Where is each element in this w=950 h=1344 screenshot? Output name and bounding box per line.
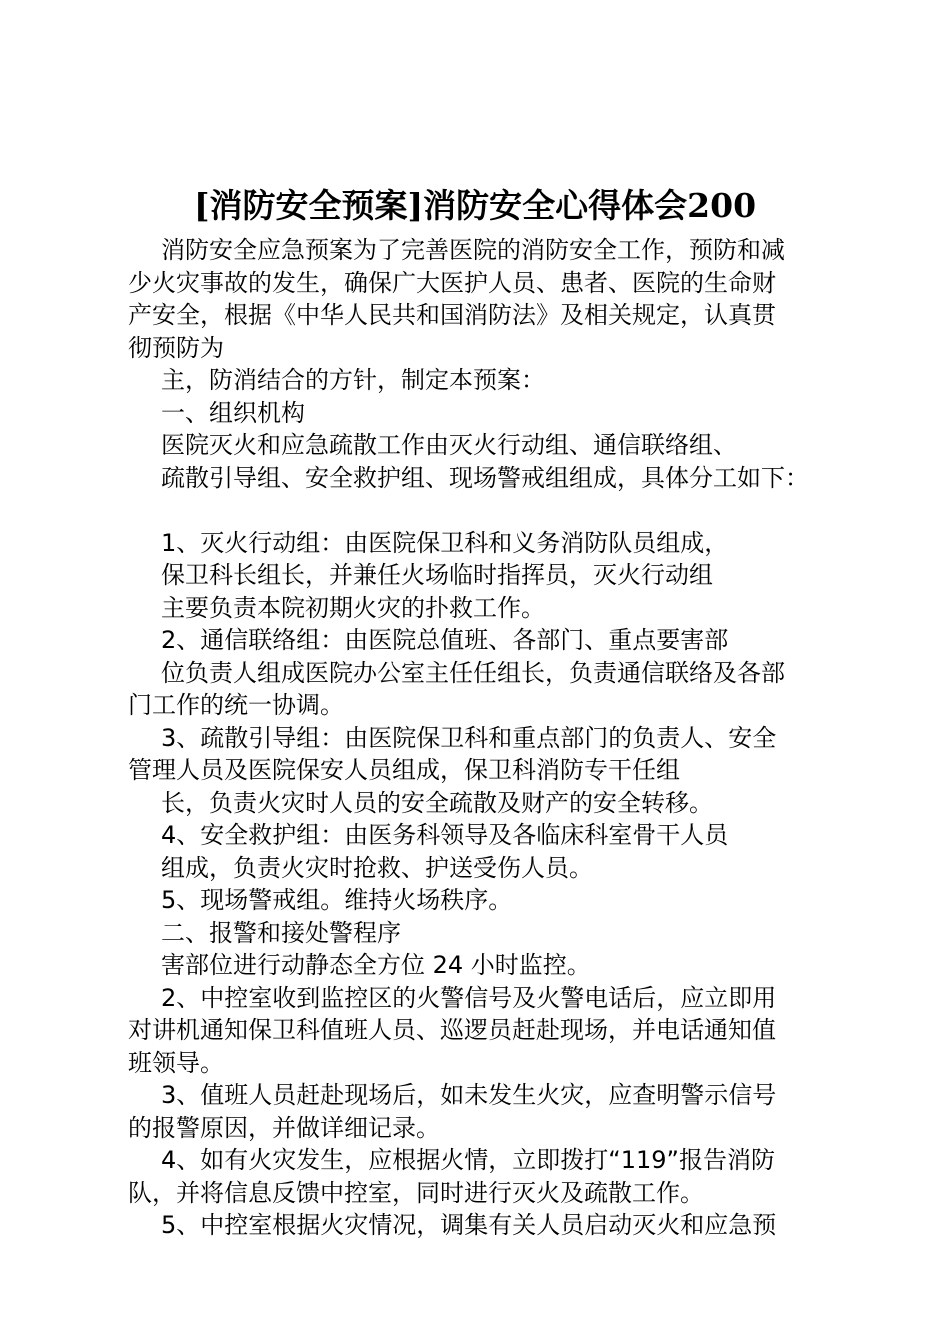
text-line: 组成，负责火灾时抢救、护送受伤人员。 [161,853,593,882]
text-line: 的报警原因，并做详细记录。 [128,1113,440,1142]
text-line: 疏散引导组、安全救护组、现场警戒组组成，具体分工如下： [161,463,809,492]
text-line: 5、中控室根据火灾情况，调集有关人员启动灭火和应急预 [161,1211,777,1239]
text-line: 消防安全应急预案为了完善医院的消防安全工作，预防和减 [161,236,785,264]
text-line: 产安全，根据《中华人民共和国消防法》及相关规定，认真贯 [128,301,776,329]
text-line: 管理人员及医院保安人员组成，保卫科消防专干任组 [128,756,680,784]
text-line: 5、现场警戒组。维持火场秩序。 [161,886,513,914]
text-line: 3、值班人员赶赴现场后，如未发生火灾，应查明警示信号 [161,1081,777,1109]
text-line: 保卫科长组长，并兼任火场临时指挥员，灭火行动组 [161,561,713,589]
blank-line [128,494,828,527]
document-body [128,234,828,1242]
text-line: 医院灭火和应急疏散工作由灭火行动组、通信联络组、 [161,431,737,459]
text-line: 位负责人组成医院办公室主任任组长，负责通信联络及各部 [161,658,785,687]
text-line: 主要负责本院初期火灾的扑救工作。 [161,593,545,622]
text-line: 长，负责火灾时人员的安全疏散及财产的安全转移。 [161,788,713,817]
text-line: 1、灭火行动组：由医院保卫科和义务消防队员组成， [161,528,729,557]
text-line: 害部位进行动静态全方位 24 小时监控。 [161,951,591,979]
text-line: 4、安全救护组：由医务科领导及各临床科室骨干人员 [161,821,729,849]
text-line: 主，防消结合的方针，制定本预案： [161,366,545,394]
text-line: 门工作的统一协调。 [128,691,344,719]
document-title: [消防安全预案]消防安全心得体会200 [193,186,757,225]
text-line: 少火灾事故的发生，确保广大医护人员、患者、医院的生命财 [128,268,776,297]
text-line: 2、通信联络组：由医院总值班、各部门、重点要害部 [161,626,729,654]
text-line: 3、疏散引导组：由医院保卫科和重点部门的负责人、安全 [161,723,777,752]
text-line: 彻预防为 [128,333,224,362]
text-line: 一、组织机构 [161,398,305,427]
text-line: 二、报警和接处警程序 [161,918,401,947]
text-line: 班领导。 [128,1048,224,1077]
text-line: 对讲机通知保卫科值班人员、巡逻员赶赴现场，并电话通知值 [128,1016,776,1044]
text-line: 4、如有火灾发生，应根据火情，立即拨打“119”报告消防 [161,1146,775,1174]
text-line: 队，并将信息反馈中控室，同时进行灭火及疏散工作。 [128,1178,704,1207]
text-line: 2、中控室收到监控区的火警信号及火警电话后，应立即用 [161,983,777,1012]
